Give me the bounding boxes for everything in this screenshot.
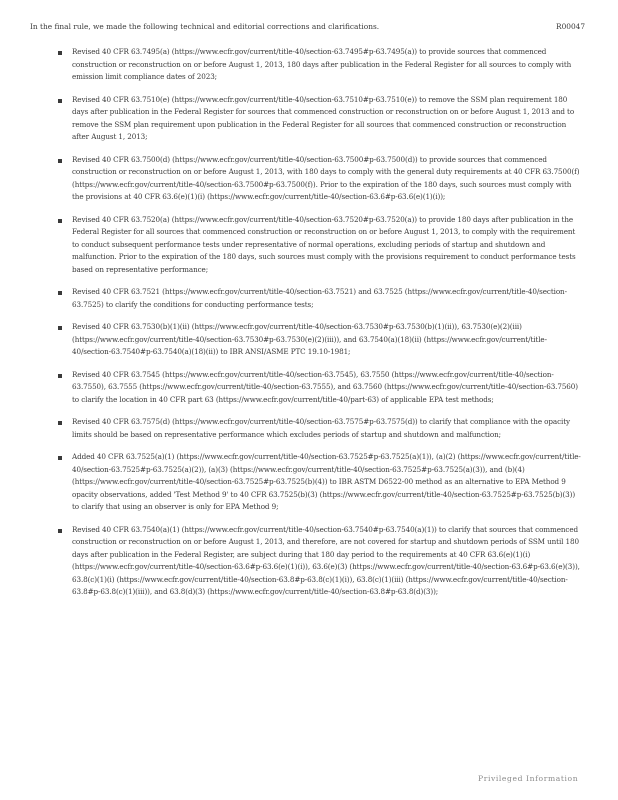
list-item-text: Revised 40 CFR 63.7545 (https://www.ecfr.gov/current/title-40/section-63.7545), 63.7550 (https://www.ecfr.gov/current/title-40/section-63.7550), 63.7555 (https://www.ecfr.gov/current/title-40/section-63.7555), and 63.7560 (https://www.ecfr.gov/current/title-40/section-63.7560) to clarify the location in 40 CFR part 63 (https://www.ecfr.gov/current/title-40/part-63) of applicable EPA test methods; xyxy=(72,369,578,404)
list-item-text: Added 40 CFR 63.7525(a)(1) (https://www.ecfr.gov/current/title-40/section-63.7525#p-63.7525(a)(1)), (a)(2) (https://www.ecfr.gov/current/title-40/section-63.7525#p-63.7525(a)(2)), (a)(3) (https://www.ecfr.gov/current/title-40/section-63.7525#p-63.7525(a)(3)), and (b)(4) (https://www.ecfr.gov/current/title-40/section-63.7525#p-63.7525(b)(4)) to IBR ASTM D6522-00 method as an alternative to EPA Method 9 opacity observations, added 'Test Method 9' to 40 CFR 63.7525(b)(3) (https://www.ecfr.gov/current/title-40/section-63.7525#p-63.7525(b)(3)) to clarify that using an observer is only for EPA Method 9; xyxy=(72,452,581,511)
list-item-text: Revised 40 CFR 63.7500(d) (https://www.ecfr.gov/current/title-40/section-63.7500#p-63.7500(d)) to provide sources that commenced construction or reconstruction on or before August 1, 2013, with 180 days to comply with the general duty requirements at 40 CFR 63.7500(f) (https://www.ecfr.gov/current/title-40/section-63.7500#p-63.7500(f)). Prior to the expiration of the 180 days, such sources must comply with the provisions at 40 CFR 63.6(e)(1)(i) (https://www.ecfr.gov/current/title-40/section-63.6#p-63.6(e)(1)(i)); xyxy=(72,154,580,201)
document-id: R00047 xyxy=(556,22,586,31)
list-item xyxy=(58,524,584,599)
list-item xyxy=(58,369,584,407)
list-item-text: Revised 40 CFR 63.7575(d) (https://www.ecfr.gov/current/title-40/section-63.7575#p-63.7575(d)) to clarify that compliance with the opacity limits should be based on representative performance which excludes periods of startup and shutdown and malfunction; xyxy=(72,417,570,439)
list-item-text: Revised 40 CFR 63.7520(a) (https://www.ecfr.gov/current/title-40/section-63.7520#p-63.7520(a)) to provide 180 days after publication in the Federal Register for all sources that commenced construction or reconstruction on or before August 1, 2013, to comply with the requirement to conduct subsequent performance tests under representative of normal operations, excluding periods of startup and shutdown and malfunction. Prior to the expiration of the 180 days, such sources must comply with the provisions requirement to conduct performance tests based on representative performance; xyxy=(72,214,576,274)
list-item-text: Revised 40 CFR 63.7540(a)(1) (https://www.ecfr.gov/current/title-40/section-63.7540#p-63.7540(a)(1)) to clarify that sources that commenced construction or reconstruction on or before August 1, 2013, and therefore, are not covered for startup and shutdown periods of SSM until 180 days after publication in the Federal Register, are subject during that 180 day period to the requirements at 40 CFR 63.6(e)(1)(i) (https://www.ecfr.gov/current/title-40/section-63.6#p-63.6(e)(1)(i)), 63.6(e)(3) (https://www.ecfr.gov/current/title-40/section-63.6#p-63.6(e)(3)), 63.8(c)(1)(i) (https://www.ecfr.gov/current/title-40/section-63.8#p-63.8(c)(1)(i)), 63.8(c)(1)(iii) (https://www.ecfr.gov/current/title-40/section-63.8#p-63.8(c)(1)(iii)), and 63.8(d)(3) (https://www.ecfr.gov/current/title-40/section-63.8#p-63.8(d)(3)); xyxy=(72,524,580,596)
list-item xyxy=(58,286,584,311)
list-item xyxy=(58,46,584,84)
list-item-text: Revised 40 CFR 63.7495(a) (https://www.ecfr.gov/current/title-40/section-63.7495#p-63.7495(a)) to provide sources that commenced construction or reconstruction on or before August 1, 2013, 180 days after publication in the Federal Register for all sources to comply with emission limit compliance dates of 2023; xyxy=(72,47,572,81)
list-item-text: Revised 40 CFR 63.7530(b)(1)(ii) (https://www.ecfr.gov/current/title-40/section-63.7530#p-63.7530(b)(1)(ii)), 63.7530(e)(2)(iii) (https://www.ecfr.gov/current/title-40/section-63.7530#p-63.7530(e)(2)(iii)), and 63.7540(a)(18)(ii) (https://www.ecfr.gov/current/title-40/section-63.7540#p-63.7540(a)(18)(ii)) to IBR ANSI/ASME PTC 19.10-1981; xyxy=(72,322,547,356)
list-item xyxy=(58,416,584,441)
intro-text: In the final rule, we made the following technical and editorial corrections and clarifications. xyxy=(30,22,380,31)
footer-label: Privileged Information xyxy=(478,774,579,783)
list-item xyxy=(58,451,584,514)
list-item xyxy=(58,214,584,277)
list-item-text: Revised 40 CFR 63.7521 (https://www.ecfr.gov/current/title-40/section-63.7521) and 63.7525 (https://www.ecfr.gov/current/title-40/section-63.7525) to clarify the conditions for conducting performance tests; xyxy=(72,287,567,309)
list-item xyxy=(58,94,584,144)
list-item xyxy=(58,321,584,359)
corrections-list xyxy=(58,46,584,599)
list-item xyxy=(58,154,584,204)
list-item-text: Revised 40 CFR 63.7510(e) (https://www.ecfr.gov/current/title-40/section-63.7510#p-63.7510(e)) to remove the SSM plan requirement 180 days after publication in the Federal Register for sources that commenced construction or reconstruction on or before August 1, 2013 and to remove the SSM plan requirement upon publication in the Federal Register for all sources that commenced construction or reconstruction after August 1, 2013; xyxy=(72,94,575,141)
